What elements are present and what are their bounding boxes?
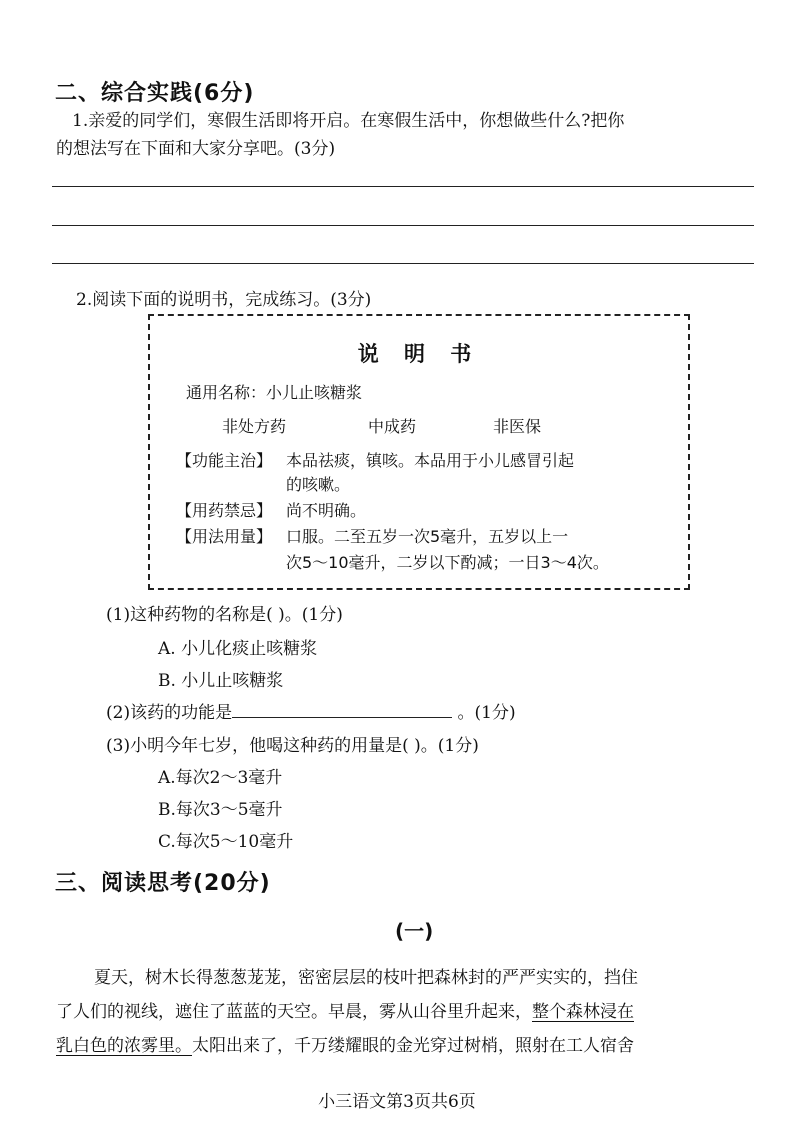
q1-text-line2: 的想法写在下面和大家分享吧。(3分) (56, 139, 336, 159)
q2-sub3-option-a[interactable]: A.每次2～3毫升 (158, 768, 283, 788)
answer-line-1[interactable] (52, 186, 754, 187)
q1-text-line1: 1.亲爱的同学们，寒假生活即将开启。在寒假生活中，你想做些什么?把你 (72, 111, 625, 131)
q2-sub3-question: (3)小明今年七岁，他喝这种药的用量是( )。(1分) (106, 736, 479, 756)
manual-usage-line2: 次5～10毫升，二岁以下酌减；一日3～4次。 (286, 553, 609, 572)
passage-line3-plain: 太阳出来了，千万缕耀眼的金光穿过树梢，照射在工人宿舍 (192, 1036, 634, 1056)
q2-sub1-option-a[interactable]: A. 小儿化痰止咳糖浆 (158, 639, 318, 659)
q2-sub1-option-b[interactable]: B. 小儿止咳糖浆 (158, 671, 284, 691)
answer-line-2[interactable] (52, 225, 754, 226)
passage-number: (一) (395, 919, 434, 943)
manual-contra-text: 尚不明确。 (286, 501, 367, 520)
manual-tag-otc: 非处方药 (222, 417, 287, 436)
passage-line2-plain: 了人们的视线，遮住了蓝蓝的天空。早晨，雾从山谷里升起来， (56, 1002, 532, 1022)
q2-sub3-option-b[interactable]: B.每次3～5毫升 (158, 800, 283, 820)
manual-generic-name: 通用名称：小儿止咳糖浆 (186, 383, 363, 402)
manual-usage-line1: 口服。二至五岁一次5毫升，五岁以上一 (286, 527, 569, 546)
q2-sub1-question: (1)这种药物的名称是( )。(1分) (106, 605, 343, 625)
manual-title: 说 明 书 (357, 342, 481, 366)
passage-line1: 夏天，树木长得葱葱茏茏，密密层层的枝叶把森林封的严严实实的，挡住 (94, 968, 638, 988)
q2-sub2-question (106, 698, 516, 723)
q2-sub2-answer-blank[interactable] (232, 701, 452, 718)
manual-function-label: 【功能主治】 (176, 451, 273, 470)
manual-tag-chinese-medicine: 中成药 (368, 417, 417, 436)
q2-sub2-prefix: (2)该药的功能是 (106, 703, 233, 723)
passage-line2 (56, 997, 634, 1022)
manual-usage-label: 【用法用量】 (176, 527, 273, 546)
section-2-heading: 二、综合实践(6分) (55, 81, 255, 106)
q2-sub2-suffix: 。(1分) (452, 703, 516, 723)
manual-function-line2: 的咳嗽。 (286, 475, 351, 494)
section-3-heading: 三、阅读思考(20分) (55, 871, 271, 896)
manual-function-line1: 本品祛痰，镇咳。本品用于小儿感冒引起 (286, 451, 575, 470)
answer-line-3[interactable] (52, 263, 754, 264)
instruction-manual-box (148, 314, 690, 590)
passage-line2-underlined: 整个森林浸在 (532, 1002, 634, 1022)
manual-tag-non-insurance: 非医保 (493, 417, 542, 436)
q2-intro: 2.阅读下面的说明书，完成练习。(3分) (76, 290, 372, 310)
passage-line3 (56, 1031, 634, 1056)
page-footer: 小三语文第3页共6页 (318, 1092, 476, 1112)
manual-contra-label: 【用药禁忌】 (176, 501, 273, 520)
passage-line3-underlined: 乳白色的浓雾里。 (56, 1036, 192, 1056)
q2-sub3-option-c[interactable]: C.每次5～10毫升 (158, 832, 294, 852)
